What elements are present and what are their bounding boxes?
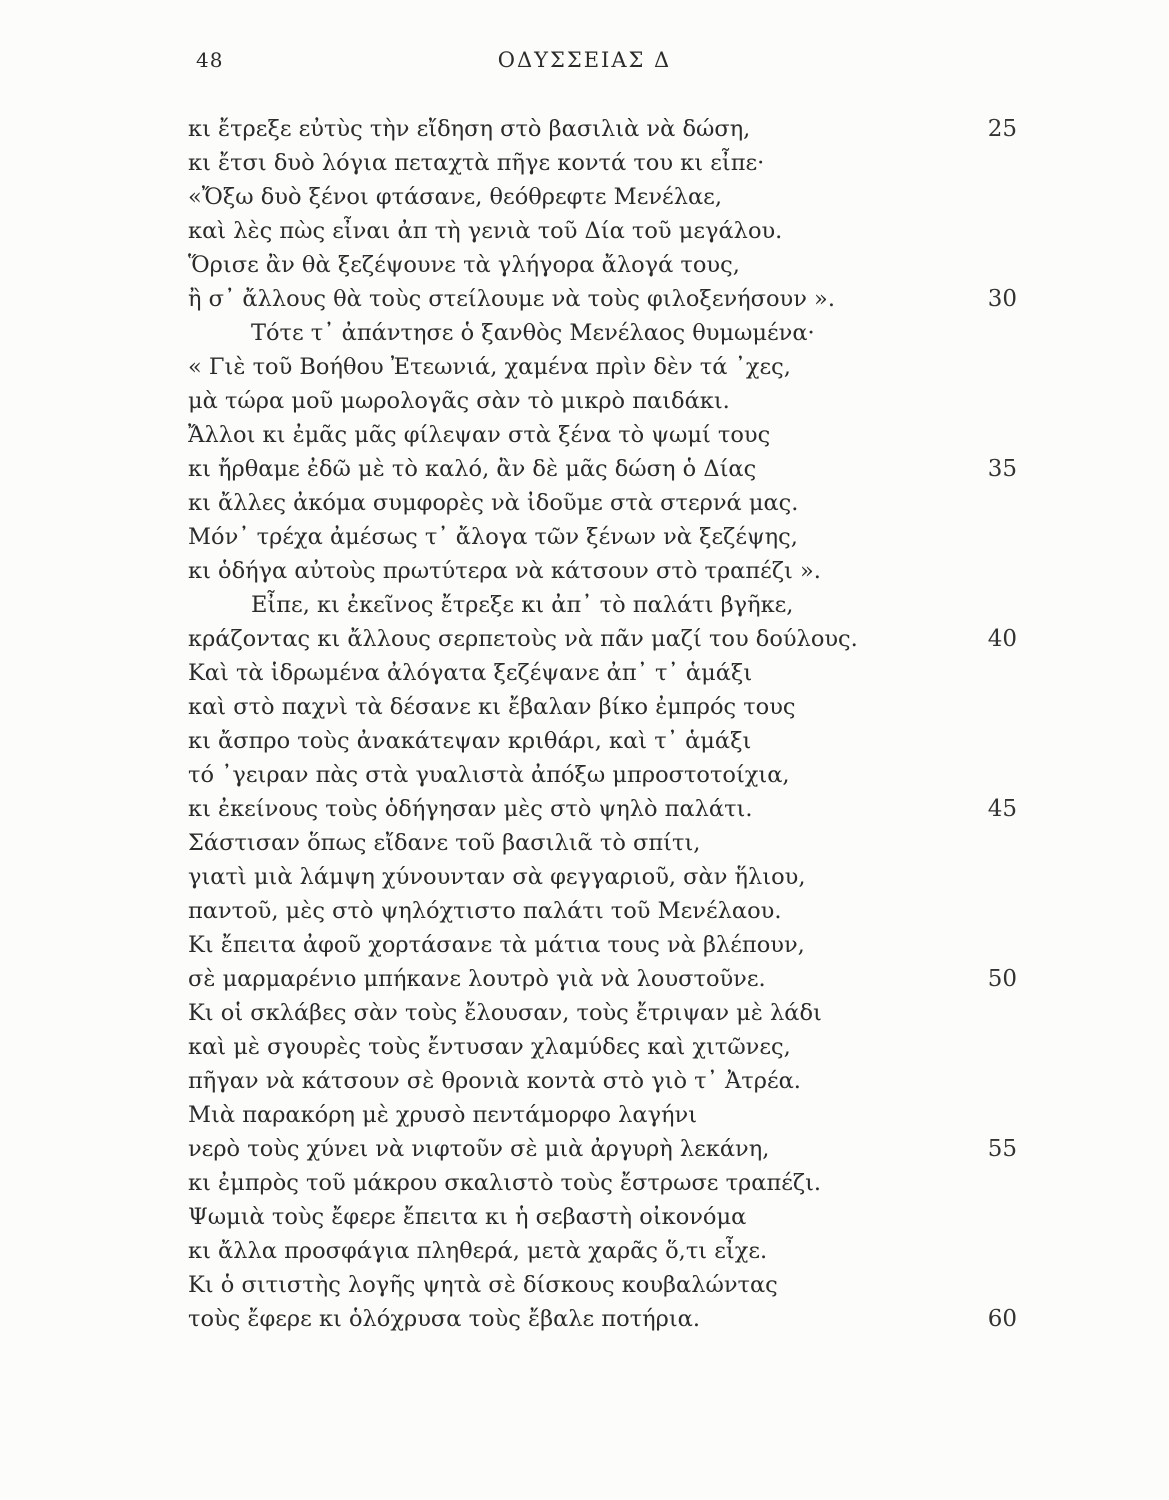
verse-text: τοὺς ἔφερε κι ὁλόχρυσα τοὺς ἔβαλε ποτήρια. [188, 1306, 701, 1332]
verse-text: κι ἐκείνους τοὺς ὁδήγησαν μὲς στὸ ψηλὸ παλάτι. [188, 796, 753, 822]
verse-text: «Ὄξω δυὸ ξένοι φτάσανε, θεόθρεφτε Μενέλαε, [188, 184, 722, 210]
verse-line [0, 1064, 1169, 1098]
line-number: 50 [987, 966, 1017, 992]
verse-line [0, 384, 1169, 418]
verse-text: νερὸ τοὺς χύνει νὰ νιφτοῦν σὲ μιὰ ἀργυρὴ λεκάνη, [188, 1136, 770, 1162]
running-title: ΟΔΥΣΣΕΙΑΣ Δ [497, 48, 672, 72]
verse-line [0, 554, 1169, 588]
verse-line [0, 928, 1169, 962]
verse-text: τό ᾿γειραν πὰς στὰ γυαλιστὰ ἀπόξω μπροστοτοίχια, [188, 762, 790, 788]
line-number: 55 [987, 1136, 1017, 1162]
verse-line [0, 996, 1169, 1030]
verse-text: Ψωμιὰ τοὺς ἔφερε ἔπειτα κι ἡ σεβαστὴ οἰκονόμα [188, 1204, 747, 1230]
line-number: 25 [987, 116, 1017, 142]
verse-text: « Γιὲ τοῦ Βοήθου Ἐτεωνιά, χαμένα πρὶν δὲν τά ᾿χες, [188, 354, 791, 380]
verse-line [0, 282, 1169, 316]
page-number: 48 [196, 48, 224, 72]
verse-text: κι ἔτσι δυὸ λόγια πεταχτὰ πῆγε κοντά του κι εἶπε· [188, 150, 765, 176]
verse-line [0, 316, 1169, 350]
verse-text: Εἶπε, κι ἐκεῖνος ἔτρεξε κι ἀπ᾿ τὸ παλάτι βγῆκε, [251, 592, 794, 618]
verse-text: κι ἄσπρο τοὺς ἀνακάτεψαν κριθάρι, καὶ τ᾿ ἁμάξι [188, 728, 752, 754]
verse-line [0, 248, 1169, 282]
verse-text: μὰ τώρα μοῦ μωρολογᾶς σὰν τὸ μικρὸ παιδάκι. [188, 388, 730, 414]
verse-line [0, 758, 1169, 792]
line-number: 40 [987, 626, 1017, 652]
page-header [0, 48, 1169, 78]
verse-text: Τότε τ᾿ ἀπάντησε ὁ ξανθὸς Μενέλαος θυμωμένα· [251, 320, 815, 346]
verse-line [0, 146, 1169, 180]
verse-line [0, 690, 1169, 724]
verse-line [0, 724, 1169, 758]
verse-line [0, 1030, 1169, 1064]
verse-text: ἢ σ᾿ ἄλλους θὰ τοὺς στείλουμε νὰ τοὺς φιλοξενήσουν ». [188, 286, 835, 312]
verse-text: καὶ μὲ σγουρὲς τοὺς ἔντυσαν χλαμύδες καὶ χιτῶνες, [188, 1034, 791, 1060]
verse-line [0, 350, 1169, 384]
verse-text: καὶ λὲς πὼς εἶναι ἀπ τὴ γενιὰ τοῦ Δία τοῦ μεγάλου. [188, 218, 783, 244]
verse-text: παντοῦ, μὲς στὸ ψηλόχτιστο παλάτι τοῦ Μενέλαου. [188, 898, 782, 924]
verse-line [0, 1268, 1169, 1302]
line-number: 60 [987, 1306, 1017, 1332]
verse-line [0, 486, 1169, 520]
verse-text: γιατὶ μιὰ λάμψη χύνουνταν σὰ φεγγαριοῦ, σὰν ἥλιου, [188, 864, 806, 890]
verse-text: Ὅρισε ἂν θὰ ξεζέψουνε τὰ γλήγορα ἄλογά τους, [188, 252, 740, 278]
verse-text: Κι ἔπειτα ἀφοῦ χορτάσανε τὰ μάτια τους νὰ βλέπουν, [188, 932, 805, 958]
verse-line [0, 1302, 1169, 1336]
verse-line [0, 112, 1169, 146]
verse-line [0, 1234, 1169, 1268]
verse-line [0, 180, 1169, 214]
verse-line [0, 826, 1169, 860]
verse-line [0, 452, 1169, 486]
verse-line [0, 1098, 1169, 1132]
verse-text: Μιὰ παρακόρη μὲ χρυσὸ πεντάμορφο λαγήνι [188, 1102, 698, 1128]
verse-text: Καὶ τὰ ἱδρωμένα ἀλόγατα ξεζέψανε ἀπ᾿ τ᾿ ἁμάξι [188, 660, 753, 686]
verse-text: καὶ στὸ παχνὶ τὰ δέσανε κι ἔβαλαν βίκο ἐμπρός τους [188, 694, 796, 720]
verse-block [0, 112, 1169, 1336]
verse-line [0, 214, 1169, 248]
verse-line [0, 792, 1169, 826]
verse-text: κι ἄλλες ἀκόμα συμφορὲς νὰ ἰδοῦμε στὰ στερνά μας. [188, 490, 799, 516]
verse-line [0, 1166, 1169, 1200]
verse-text: κι ἄλλα προσφάγια πληθερά, μετὰ χαρᾶς ὅ,τι εἶχε. [188, 1238, 768, 1264]
verse-line [0, 418, 1169, 452]
verse-text: Ἄλλοι κι ἐμᾶς μᾶς φίλεψαν στὰ ξένα τὸ ψωμί τους [188, 422, 771, 448]
verse-text: Μόν᾿ τρέχα ἀμέσως τ᾿ ἄλογα τῶν ξένων νὰ ξεζέψης, [188, 524, 798, 550]
verse-line [0, 588, 1169, 622]
verse-text: κι ἔτρεξε εὐτὺς τὴν εἴδηση στὸ βασιλιὰ νὰ δώση, [188, 116, 751, 142]
verse-line [0, 622, 1169, 656]
verse-line [0, 860, 1169, 894]
verse-text: κι ἐμπρὸς τοῦ μάκρου σκαλιστὸ τοὺς ἔστρωσε τραπέζι. [188, 1170, 822, 1196]
verse-line [0, 656, 1169, 690]
verse-text: πῆγαν νὰ κάτσουν σὲ θρονιὰ κοντὰ στὸ γιὸ τ᾿ Ἀτρέα. [188, 1068, 801, 1094]
verse-text: σὲ μαρμαρένιο μπήκανε λουτρὸ γιὰ νὰ λουστοῦνε. [188, 966, 766, 992]
verse-text: Κι ὁ σιτιστὴς λογῆς ψητὰ σὲ δίσκους κουβαλώντας [188, 1272, 778, 1298]
verse-text: Σάστισαν ὅπως εἴδανε τοῦ βασιλιᾶ τὸ σπίτι, [188, 830, 701, 856]
line-number: 30 [987, 286, 1017, 312]
verse-text: κι ἤρθαμε ἐδῶ μὲ τὸ καλό, ἂν δὲ μᾶς δώση ὁ Δίας [188, 456, 757, 482]
verse-text: Κι οἱ σκλάβες σὰν τοὺς ἔλουσαν, τοὺς ἔτριψαν μὲ λάδι [188, 1000, 822, 1026]
verse-line [0, 520, 1169, 554]
line-number: 35 [987, 456, 1017, 482]
verse-line [0, 894, 1169, 928]
verse-text: κι ὁδήγα αὐτοὺς πρωτύτερα νὰ κάτσουν στὸ τραπέζι ». [188, 558, 821, 584]
verse-line [0, 1200, 1169, 1234]
verse-line [0, 962, 1169, 996]
line-number: 45 [987, 796, 1017, 822]
verse-text: κράζοντας κι ἄλλους σερπετοὺς νὰ πᾶν μαζί του δούλους. [188, 626, 858, 652]
verse-line [0, 1132, 1169, 1166]
